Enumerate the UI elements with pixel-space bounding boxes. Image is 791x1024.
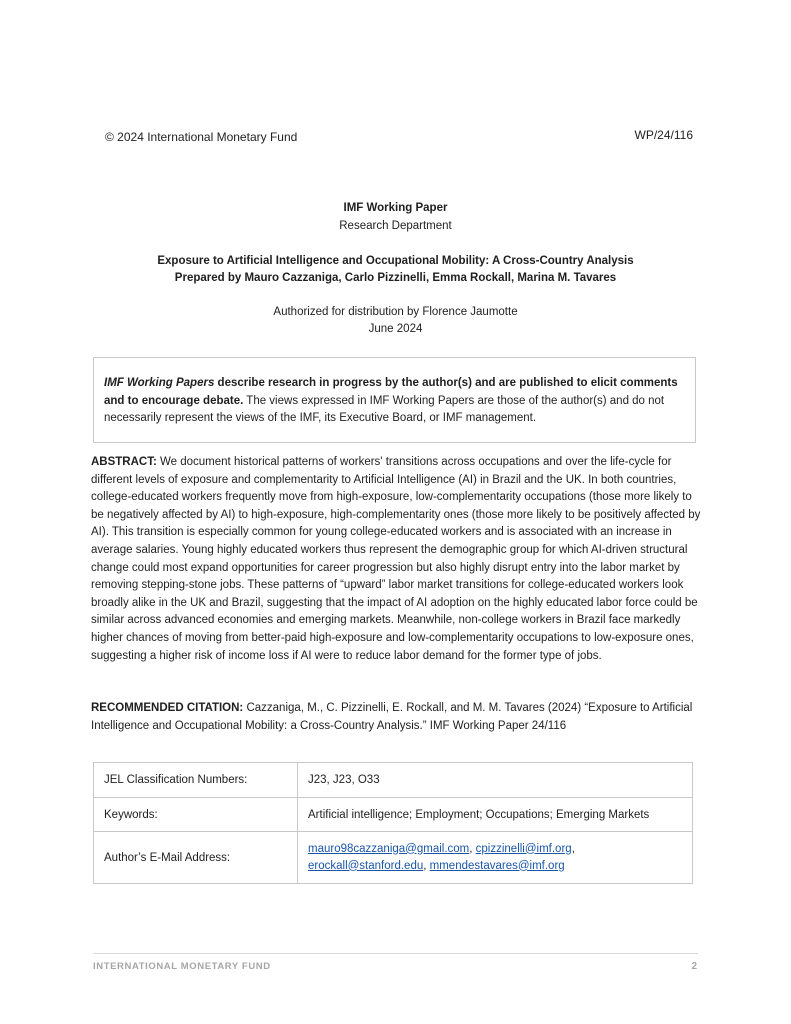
disclaimer-text: The views expressed in IMF Working Papers are those of the author(s) and do not necessarily represent the views of the IMF, its Executive Board, or IMF management.: [104, 394, 665, 424]
table-row: [94, 763, 693, 798]
disclaimer-lead: IMF Working Papers: [104, 377, 215, 389]
paper-title: Exposure to Artificial Intelligence and Occupational Mobility: A Cross-Country Analysis: [157, 255, 634, 267]
email-link-rockall[interactable]: erockall@stanford.edu: [308, 859, 424, 872]
email-cell: [298, 832, 693, 884]
jel-value: J23, J23, O33: [298, 763, 693, 798]
disclaimer-box: [93, 357, 696, 443]
jel-label: JEL Classification Numbers:: [94, 763, 298, 798]
keywords-label: Keywords:: [94, 798, 298, 832]
abstract: [91, 454, 701, 665]
abstract-text: We document historical patterns of workers' transitions across occupations and over the life-cycle for different levels of exposure and complementarity to Artificial Intelligence (AI) in Brazil and the UK. In both countries, college-educated workers frequently move from high-exposure, low-complementarity occupations (those more likely to be negatively affected by AI) to high-exposure, high-complementarity ones (those more likely to be positively affected by AI). This transition is especially common for young college-educated workers and is associated with an increase in average salaries. Young highly educated workers thus represent the demographic group for which AI-driven structural change could most expand opportunities for career progression but also highly disrupt entry into the labor market by removing stepping-stone jobs. These patterns of “upward” labor market transitions for college-educated workers look broadly alike in the UK and Brazil, suggesting that the impact of AI adoption on the highly educated labor force could be similar across advanced economies and emerging markets. Meanwhile, non-college workers in Brazil face markedly higher chances of moving from better-paid high-exposure and low-complementarity occupations to low-exposure ones, suggesting a higher risk of income loss if AI were to reduce labor demand for the former type of jobs.: [91, 456, 701, 662]
keywords-value: Artificial intelligence; Employment; Occupations; Emerging Markets: [298, 798, 693, 832]
email-separator: ,: [423, 859, 430, 872]
email-separator: ,: [571, 842, 575, 855]
abstract-label: ABSTRACT:: [91, 456, 157, 468]
email-link-tavares[interactable]: mmendestavares@imf.org: [429, 859, 565, 872]
publication-date: June 2024: [368, 323, 423, 335]
email-separator: ,: [469, 842, 476, 855]
series-title: IMF Working Paper: [343, 202, 448, 214]
disclaimer-bold: describe research in progress by the author(s) and are published to elicit comments and to encourage debate.: [104, 377, 678, 407]
citation-label: RECOMMENDED CITATION:: [91, 702, 244, 714]
page-number: 2: [691, 961, 697, 972]
citation-text: Cazzaniga, M., C. Pizzinelli, E. Rockall, and M. M. Tavares (2024) “Exposure to Artificial Intelligence and Occupational Mobility: a Cross-Country Analysis.” IMF Working Paper 24/116: [91, 702, 693, 732]
email-link-cazzaniga[interactable]: mauro98cazzaniga@gmail.com: [308, 842, 470, 855]
copyright-notice: © 2024 International Monetary Fund: [105, 130, 298, 144]
email-label: Author’s E-Mail Address:: [94, 832, 298, 884]
table-row: [94, 798, 693, 832]
working-paper-number: WP/24/116: [634, 128, 693, 142]
classification-table: [93, 762, 693, 884]
footer-organization: INTERNATIONAL MONETARY FUND: [93, 961, 271, 972]
footer-divider: [93, 953, 698, 954]
recommended-citation: [91, 700, 701, 735]
table-row: [94, 832, 693, 884]
authors-line: Prepared by Mauro Cazzaniga, Carlo Pizzinelli, Emma Rockall, Marina M. Tavares: [174, 272, 617, 284]
department: Research Department: [339, 220, 452, 232]
email-link-pizzinelli[interactable]: cpizzinelli@imf.org: [475, 842, 572, 855]
authorized-by: Authorized for distribution by Florence Jaumotte: [273, 306, 518, 318]
